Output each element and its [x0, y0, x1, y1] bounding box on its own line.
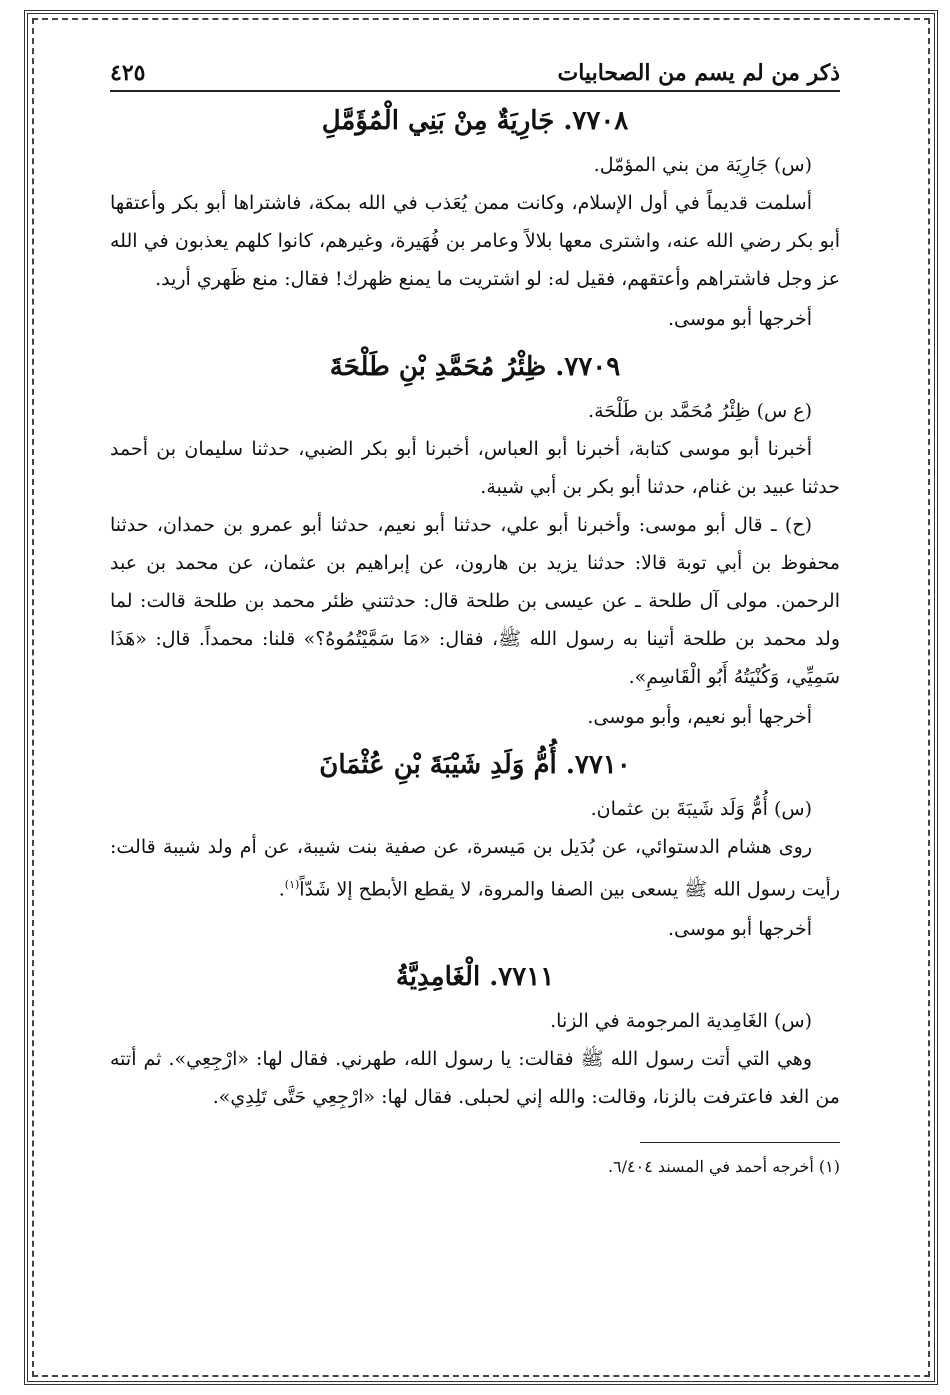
- entry-heading: ٧٧١٠. أُمُّ وَلَدِ شَيْبَةَ بْنِ عُثْمَانَ: [319, 750, 631, 780]
- page-number: ٤٢٥: [110, 60, 146, 86]
- entry-body: وهي التي أتت رسول الله ﷺ فقالت: يا رسول الله، طهرني. فقال لها: «ارْجِعِي». ثم أتته من الغد فاعترفت بالزنا، وقالت: والله إني لحبلى. فقال لها: «ارْجِعِي حَتَّى تَلِدِي».: [110, 1048, 840, 1109]
- entry-subject-line: (س) جَارِيَة من بني المؤمّل.: [593, 154, 812, 176]
- entry-attribution: أخرجها أبو موسى.: [667, 918, 812, 941]
- entry-attribution: أخرجها أبو نعيم، وأبو موسى.: [587, 706, 812, 728]
- entry-subject-line: (ع س) ظِئْرُ مُحَمَّد بن طَلْحَة.: [588, 400, 812, 422]
- entry-7709: [110, 352, 840, 736]
- footnote: (١) أخرجه أحمد في المسند ٦/٤٠٤.: [607, 1157, 840, 1177]
- entry-heading: ٧٧١١. الْغَامِدِيَّةُ: [395, 962, 555, 993]
- entry-attribution: أخرجها أبو موسى.: [667, 308, 812, 330]
- entry-body-text: روى هشام الدستوائي، عن بُدَيل بن مَيسرة، عن صفية بنت شيبة، عن أم ولد شيبة قالت: رأيت رسول الله ﷺ يسعى بين الصفا والمروة، لا يقطع الأبطح إلا شَدّاً: [110, 836, 840, 901]
- entry-subject-line: (س) الغَامِدية المرجومة في الزنا.: [550, 1010, 812, 1033]
- footnote-reference: (١): [284, 878, 300, 891]
- page-content: [110, 60, 840, 1355]
- footnote-separator: [640, 1142, 840, 1143]
- entry-7708: [110, 106, 840, 338]
- page-header: [110, 60, 840, 92]
- entry-heading: ٧٧٠٩. ظِئْرُ مُحَمَّدِ بْنِ طَلْحَةَ: [329, 352, 621, 382]
- entry-body: أسلمت قديماً في أول الإسلام، وكانت ممن يُعَذب في الله بمكة، فاشتراها أبو بكر وأعتقها أبو بكر رضي الله عنه، واشترى معها بلالاً وعامر بن فُهَيرة، وغيرهم، كانوا كلهم يعذبون في الله عز وجل فاشتراهم وأعتقهم، فقيل له: لو اشتريت ما يمنع ظهرك! فقال: منع ظَهري أريد.: [110, 192, 840, 290]
- entry-body: أخبرنا أبو موسى كتابة، أخبرنا أبو العباس، أخبرنا أبو بكر الضبي، حدثنا سليمان بن أحمد حدثنا عبيد بن غنام، حدثنا أبو بكر بن أبي شيبة.: [110, 438, 840, 498]
- entry-7711: [110, 962, 840, 1116]
- running-title: ذكر من لم يسم من الصحابيات: [557, 60, 840, 86]
- entry-body: روى هشام الدستوائي، عن بُدَيل بن مَيسرة، عن صفية بنت شيبة، عن أم ولد شيبة قالت: رأيت رسول الله ﷺ يسعى بين الصفا والمروة، لا يقطع الأبطح إلا شَدّاً$^{(١)}$.: [110, 836, 840, 901]
- entry-body: (ح) ـ قال أبو موسى: وأخبرنا أبو علي، حدثنا أبو نعيم، حدثنا أبو عمرو بن حمدان، حدثنا محفوظ بن أبي توبة قالا: حدثنا يزيد بن هارون، عن إبراهيم بن عثمان، عن محمد بن عبد الرحمن. مولى آل طلحة ـ عن عيسى بن طلحة قال: حدثتني ظئر محمد بن طلحة قالت: لما ولد محمد بن طلحة أتينا به رسول الله ﷺ، فقال: «مَا سَمَّيْتُمُوهُ؟» قلنا: محمداً. قال: «هَذَا سَمِيِّي، وَكُنْيَتُهُ أَبُو الْقَاسِمِ».: [110, 514, 840, 688]
- entry-heading: ٧٧٠٨. جَارِيَةٌ مِنْ بَنِي الْمُؤَمَّلِ: [321, 106, 629, 136]
- entry-7710: [110, 750, 840, 948]
- entry-subject-line: (س) أُمُّ وَلَد شَيبَةَ بن عثمان.: [590, 798, 812, 820]
